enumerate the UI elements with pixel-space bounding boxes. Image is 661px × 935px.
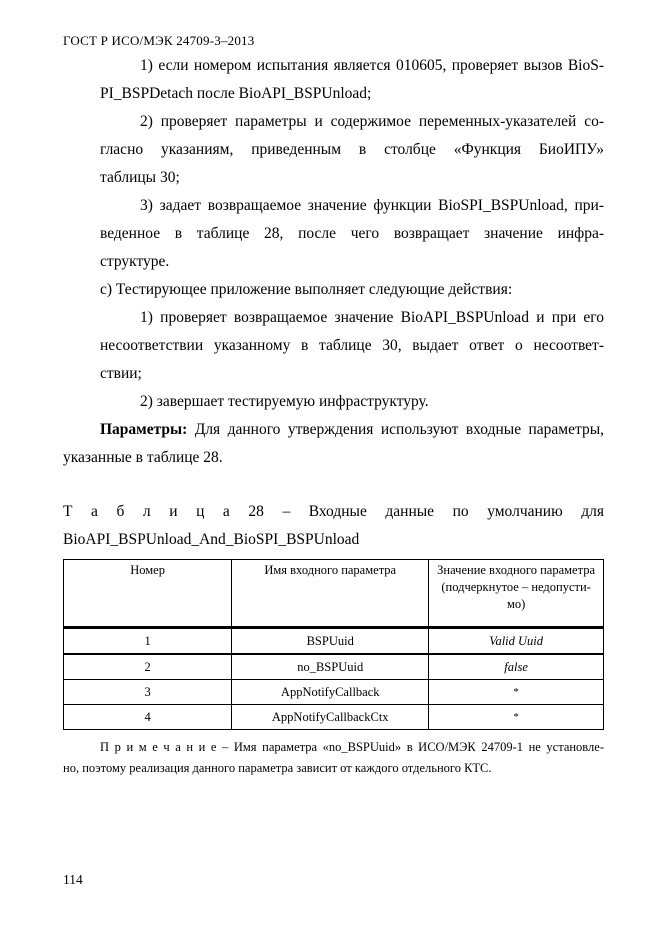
page-number: 114 (63, 872, 83, 887)
cell-param-name: AppNotifyCallback (232, 680, 429, 705)
table-row (64, 680, 604, 705)
text-line: c) Тестирующее приложение выполняет следующие действия: (100, 281, 513, 298)
text-line: но, поэтому реализация данного параметра зависит от каждого отдельного КТС. (63, 761, 492, 775)
parameters-text: Для данного утверждения используют входные параметры, (187, 421, 604, 438)
text-line: 1) если номером испытания является 010605, проверяет вызов BioS- (140, 57, 604, 74)
cell-param-value: false (429, 654, 604, 680)
cell-param-value: * (429, 680, 604, 705)
text-line (63, 416, 604, 444)
text-line: веденное в таблице 28, после чего возвращает значение инфра- (100, 225, 604, 242)
cell-param-name: no_BSPUuid (232, 654, 429, 680)
parameters-label: Параметры: (100, 421, 188, 438)
text-line: структуре. (100, 253, 170, 270)
cell-number: 3 (64, 680, 232, 705)
table-caption-line1: Т а б л и ц а 28 – Входные данные по умолчанию для (63, 503, 604, 520)
table-row (64, 654, 604, 680)
cell-param-name: AppNotifyCallbackCtx (232, 705, 429, 730)
text-line: ствии; (100, 365, 142, 382)
text-line: PI_BSPDetach после BioAPI_BSPUnload; (100, 85, 372, 102)
cell-param-value: * (429, 705, 604, 730)
text-line: 2) проверяет параметры и содержимое переменных-указателей со- (140, 113, 604, 130)
list-item-c2 (100, 388, 604, 416)
cell-number: 2 (64, 654, 232, 680)
table-row (64, 628, 604, 655)
cell-number: 1 (64, 628, 232, 655)
text-line: 1) проверяет возвращаемое значение BioAPI_BSPUnload и при его (140, 309, 604, 326)
text-line: несоответствии указанному в таблице 30, выдает ответ о несоответ- (100, 337, 604, 354)
text-line: гласно указаниям, приведенным в столбце «Функция БиоИПУ» (100, 141, 604, 158)
text-line: 3) задает возвращаемое значение функции BioSPI_BSPUnload, при- (140, 197, 604, 214)
cell-param-value: Valid Uuid (429, 628, 604, 655)
parameters-paragraph (63, 416, 604, 472)
text-line: таблицы 30; (100, 169, 180, 186)
column-header-number: Номер (64, 560, 232, 628)
list-item-c (100, 276, 604, 304)
list-item-c1 (100, 304, 604, 388)
cell-number: 4 (64, 705, 232, 730)
text-line: П р и м е ч а н и е – Имя параметра «no_BSPUuid» в ИСО/МЭК 24709-1 не установле- (100, 740, 604, 754)
column-header-param-value (429, 560, 604, 628)
cell-param-name: BSPUuid (232, 628, 429, 655)
list-item-a1 (100, 52, 604, 108)
body-text (63, 52, 604, 779)
table-note (63, 737, 604, 779)
text-line: указанные в таблице 28. (63, 449, 223, 466)
document-header: ГОСТ Р ИСО/МЭК 24709-3–2013 (63, 33, 255, 48)
table-row (64, 705, 604, 730)
text-line: (подчеркнутое – недопусти- (441, 580, 591, 594)
column-header-param-name: Имя входного параметра (232, 560, 429, 628)
table-caption-line2: BioAPI_BSPUnload_And_BioSPI_BSPUnload (63, 531, 360, 548)
list-item-a2 (100, 108, 604, 192)
text-line: Значение входного параметра (437, 563, 596, 577)
parameters-table (63, 559, 604, 730)
table-header-row (64, 560, 604, 628)
list-item-a3 (100, 192, 604, 276)
text-line: мо) (506, 597, 526, 611)
text-line: 2) завершает тестируемую инфраструктуру. (140, 393, 429, 410)
table-caption (63, 498, 604, 554)
